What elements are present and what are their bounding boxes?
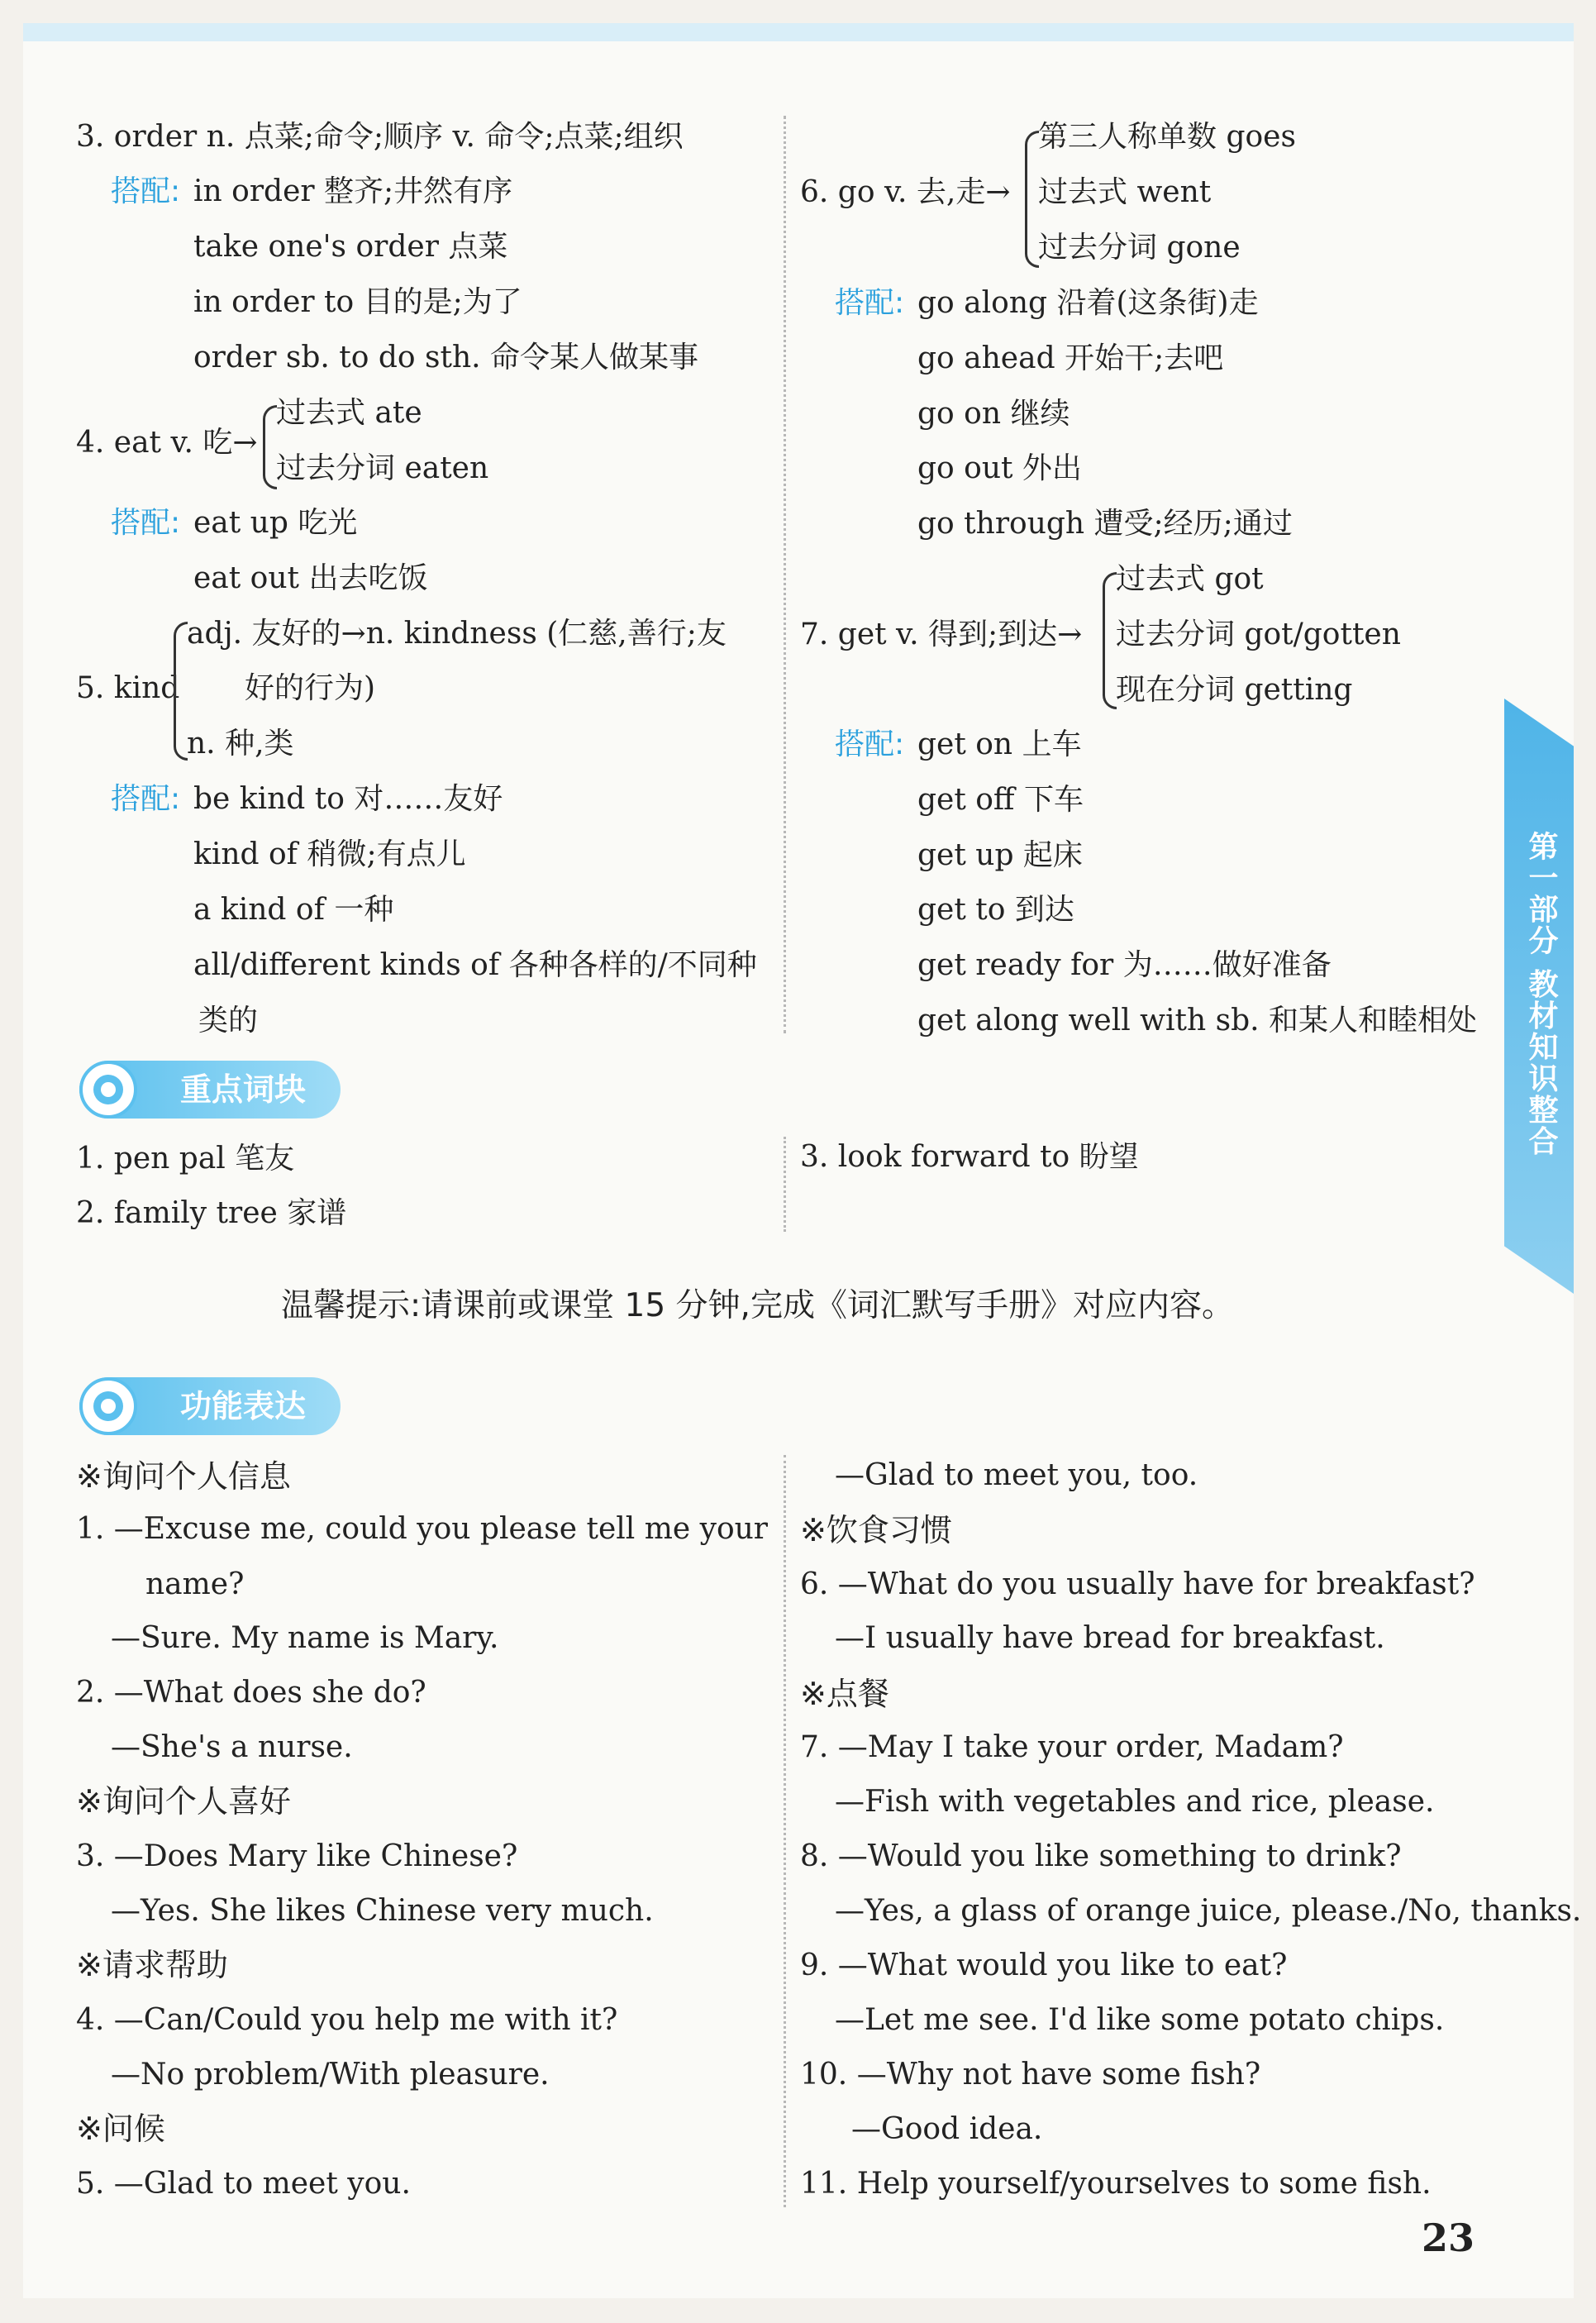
section-title: 重点词块 (180, 1071, 307, 1108)
brace-icon (174, 622, 188, 761)
collocation-item: order sb. to do sth. 命令某人做某事 (193, 341, 699, 374)
collocation-item: eat up 吃光 (193, 506, 358, 540)
category-heading: ※问候 (76, 2111, 165, 2147)
entry-go-head: 6. go v. 去,走→ (800, 175, 1011, 209)
category-heading: ※询问个人信息 (76, 1458, 291, 1495)
dialogue-line: 6. —What do you usually have for breakfast? (800, 1567, 1475, 1601)
collocation-item: be kind to 对……友好 (193, 782, 503, 816)
collocation-item: 类的 (198, 1004, 259, 1037)
collocation-item: in order 整齐;井然有序 (193, 174, 513, 208)
entry-kind-head: 5. kind (76, 671, 180, 705)
dialogue-line: 11. Help yourself/yourselves to some fish. (800, 2167, 1432, 2201)
dialogue-line: —Yes, a glass of orange juice, please./No, thanks. (835, 1894, 1582, 1928)
collocation-item: all/different kinds of 各种各样的/不同种 (193, 948, 757, 982)
side-tab-label: 第一部分 教材知识整合 (1524, 831, 1558, 1157)
dialogue-line: 1. —Excuse me, could you please tell me your (76, 1512, 769, 1546)
entry-order-head: 3. order n. 点菜;命令;顺序 v. 命令;点菜;组织 (76, 120, 684, 154)
brace-icon (263, 405, 277, 489)
collocation-item: go ahead 开始干;去吧 (917, 341, 1224, 375)
form-item: 过去分词 got/gotten (1116, 618, 1401, 651)
dialogue-line: —Sure. My name is Mary. (111, 1621, 499, 1655)
meaning-item: 好的行为) (245, 671, 376, 705)
dialogue-line: 8. —Would you like something to drink? (800, 1839, 1402, 1873)
collocation-item: go through 遭受;经历;通过 (917, 507, 1293, 541)
dialogue-line: name? (145, 1567, 245, 1601)
form-item: 过去分词 eaten (276, 451, 489, 485)
dialogue-line: —Let me see. I'd like some potato chips. (835, 2003, 1445, 2037)
column-divider (784, 1137, 786, 1232)
phrase-item: 1. pen pal 笔友 (76, 1142, 295, 1176)
page-number: 23 (1422, 2216, 1475, 2260)
dialogue-line: —I usually have bread for breakfast. (835, 1621, 1385, 1655)
collocation-item: eat out 出去吃饭 (193, 561, 428, 595)
collocation-item: go on 继续 (917, 397, 1070, 431)
dialogue-line: 10. —Why not have some fish? (800, 2058, 1261, 2092)
column-divider (784, 1455, 786, 2207)
phrase-item: 3. look forward to 盼望 (800, 1140, 1139, 1174)
dialogue-line: —Yes. She likes Chinese very much. (111, 1894, 654, 1928)
collocation-item: get along well with sb. 和某人和睦相处 (917, 1004, 1478, 1037)
form-item: 现在分词 getting (1116, 673, 1353, 707)
collocation-item: go out 外出 (917, 451, 1082, 485)
category-heading: ※点餐 (800, 1676, 889, 1712)
dialogue-line: 3. —Does Mary like Chinese? (76, 1839, 518, 1873)
category-heading: ※饮食习惯 (800, 1512, 952, 1548)
collocation-item: go along 沿着(这条街)走 (917, 286, 1259, 320)
meaning-item: adj. 友好的→n. kindness (仁慈,善行;友 (187, 617, 727, 651)
dialogue-line: 5. —Glad to meet you. (76, 2167, 411, 2201)
collocation-item: get on 上车 (917, 727, 1082, 761)
collocation-label: 搭配: (835, 286, 905, 320)
dialogue-line: 4. —Can/Could you help me with it? (76, 2003, 618, 2037)
brace-icon (1103, 572, 1117, 709)
collocation-label: 搭配: (835, 727, 905, 761)
dialogue-line: 7. —May I take your order, Madam? (800, 1730, 1344, 1764)
category-heading: ※询问个人喜好 (76, 1783, 291, 1820)
collocation-item: get off 下车 (917, 783, 1084, 817)
entry-eat-head: 4. eat v. 吃→ (76, 426, 258, 460)
collocation-item: get to 到达 (917, 893, 1074, 927)
entry-get-head: 7. get v. 得到;到达→ (800, 618, 1083, 651)
section-badge-icon (79, 1061, 137, 1119)
collocation-item: kind of 稍微;有点儿 (193, 837, 466, 871)
phrase-item: 2. family tree 家谱 (76, 1196, 347, 1230)
form-item: 过去分词 gone (1038, 231, 1241, 265)
dialogue-line: 2. —What does she do? (76, 1676, 426, 1710)
collocation-item: take one's order 点菜 (193, 230, 508, 264)
form-item: 第三人称单数 goes (1038, 120, 1296, 154)
reminder-tip: 温馨提示:请课前或课堂 15 分钟,完成《词汇默写手册》对应内容。 (281, 1287, 1234, 1324)
meaning-item: n. 种,类 (187, 727, 294, 761)
collocation-label: 搭配: (111, 782, 181, 816)
form-item: 过去式 ate (276, 396, 422, 430)
collocation-item: in order to 目的是;为了 (193, 285, 522, 319)
form-item: 过去式 got (1116, 562, 1264, 596)
dialogue-line: —Fish with vegetables and rice, please. (835, 1785, 1435, 1819)
dialogue-line: —Good idea. (851, 2112, 1043, 2146)
top-color-band (23, 23, 1574, 41)
dialogue-line: —Glad to meet you, too. (835, 1458, 1198, 1492)
collocation-item: get up 起床 (917, 838, 1083, 872)
dialogue-line: 9. —What would you like to eat? (800, 1949, 1288, 1982)
column-divider (784, 116, 786, 1033)
section-badge-icon (79, 1377, 137, 1435)
collocation-label: 搭配: (111, 174, 181, 208)
collocation-item: a kind of 一种 (193, 893, 394, 927)
dialogue-line: —She's a nurse. (111, 1730, 353, 1764)
form-item: 过去式 went (1038, 175, 1212, 209)
dialogue-line: —No problem/With pleasure. (111, 2058, 550, 2092)
category-heading: ※请求帮助 (76, 1947, 228, 1983)
collocation-item: get ready for 为……做好准备 (917, 948, 1332, 982)
section-title: 功能表达 (180, 1388, 307, 1424)
collocation-label: 搭配: (111, 506, 181, 540)
brace-icon (1025, 131, 1039, 268)
